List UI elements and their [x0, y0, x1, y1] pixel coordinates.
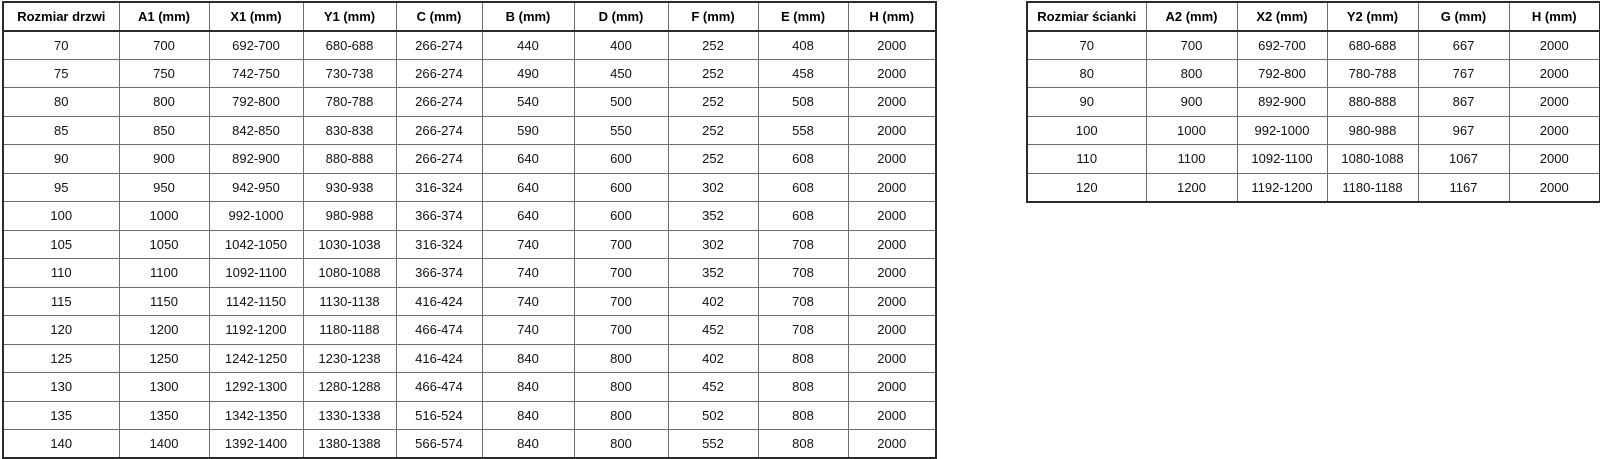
- table-row: [3, 31, 936, 60]
- table-cell: 2000: [848, 430, 936, 459]
- table-cell: 867: [1418, 88, 1509, 117]
- table-cell: 800: [574, 430, 668, 459]
- table-cell: 800: [574, 373, 668, 402]
- table-cell: 252: [668, 145, 758, 174]
- table-cell: 452: [668, 316, 758, 345]
- table-cell: 125: [3, 344, 119, 373]
- column-header: Rozmiar drzwi: [3, 2, 119, 31]
- table-cell: 1342-1350: [209, 401, 303, 430]
- table-cell: 850: [119, 116, 209, 145]
- table-cell: 1192-1200: [209, 316, 303, 345]
- table-cell: 740: [482, 316, 574, 345]
- table-row: [3, 430, 936, 459]
- table-row: [1027, 173, 1600, 202]
- table-cell: 1230-1238: [303, 344, 396, 373]
- table-cell: 708: [758, 230, 848, 259]
- table-cell: 1280-1288: [303, 373, 396, 402]
- table-cell: 266-274: [396, 88, 482, 117]
- table-cell: 516-524: [396, 401, 482, 430]
- wall-size-table: [1026, 1, 1600, 203]
- table-cell: 266-274: [396, 116, 482, 145]
- table-cell: 708: [758, 259, 848, 288]
- table-cell: 590: [482, 116, 574, 145]
- table-cell: 110: [1027, 145, 1146, 174]
- table-cell: 1180-1188: [303, 316, 396, 345]
- table-cell: 840: [482, 430, 574, 459]
- table-cell: 302: [668, 230, 758, 259]
- table-cell: 120: [3, 316, 119, 345]
- table-cell: 880-888: [1327, 88, 1418, 117]
- table-cell: 140: [3, 430, 119, 459]
- table-row: [3, 173, 936, 202]
- table-cell: 466-474: [396, 316, 482, 345]
- table-cell: 450: [574, 59, 668, 88]
- table-cell: 808: [758, 373, 848, 402]
- column-header: H (mm): [1509, 2, 1600, 31]
- table-cell: 440: [482, 31, 574, 60]
- table-cell: 552: [668, 430, 758, 459]
- table-cell: 1392-1400: [209, 430, 303, 459]
- table-cell: 640: [482, 173, 574, 202]
- table-cell: 1042-1050: [209, 230, 303, 259]
- table-cell: 2000: [1509, 145, 1600, 174]
- table-cell: 808: [758, 401, 848, 430]
- table-cell: 700: [1146, 31, 1237, 60]
- table-cell: 608: [758, 145, 848, 174]
- table-cell: 950: [119, 173, 209, 202]
- table-cell: 105: [3, 230, 119, 259]
- table-cell: 90: [3, 145, 119, 174]
- table-cell: 667: [1418, 31, 1509, 60]
- table-cell: 266-274: [396, 59, 482, 88]
- table-cell: 792-800: [1237, 59, 1327, 88]
- table-row: [1027, 88, 1600, 117]
- table-cell: 800: [1146, 59, 1237, 88]
- table-cell: 1200: [1146, 173, 1237, 202]
- table-cell: 840: [482, 401, 574, 430]
- table-cell: 490: [482, 59, 574, 88]
- table-cell: 90: [1027, 88, 1146, 117]
- table-row: [3, 230, 936, 259]
- table-cell: 566-574: [396, 430, 482, 459]
- table-row: [3, 88, 936, 117]
- table-cell: 640: [482, 202, 574, 231]
- table-cell: 700: [119, 31, 209, 60]
- table-cell: 842-850: [209, 116, 303, 145]
- table-cell: 800: [119, 88, 209, 117]
- table-row: [1027, 116, 1600, 145]
- table-row: [3, 116, 936, 145]
- table-cell: 992-1000: [1237, 116, 1327, 145]
- table-cell: 742-750: [209, 59, 303, 88]
- table-cell: 1380-1388: [303, 430, 396, 459]
- header-row: [1027, 2, 1600, 31]
- column-header: D (mm): [574, 2, 668, 31]
- header-row: [3, 2, 936, 31]
- table-cell: 2000: [848, 401, 936, 430]
- table-row: [1027, 59, 1600, 88]
- table-cell: 730-738: [303, 59, 396, 88]
- table-cell: 992-1000: [209, 202, 303, 231]
- table-cell: 458: [758, 59, 848, 88]
- table-cell: 1180-1188: [1327, 173, 1418, 202]
- column-header: E (mm): [758, 2, 848, 31]
- table-cell: 416-424: [396, 344, 482, 373]
- table-cell: 352: [668, 259, 758, 288]
- table-row: [3, 316, 936, 345]
- table-cell: 266-274: [396, 31, 482, 60]
- table-cell: 808: [758, 344, 848, 373]
- table-cell: 502: [668, 401, 758, 430]
- table-cell: 980-988: [1327, 116, 1418, 145]
- table-cell: 1167: [1418, 173, 1509, 202]
- table-cell: 402: [668, 287, 758, 316]
- table-cell: 640: [482, 145, 574, 174]
- table-cell: 252: [668, 88, 758, 117]
- table-row: [3, 344, 936, 373]
- table-cell: 452: [668, 373, 758, 402]
- table-cell: 252: [668, 31, 758, 60]
- table-cell: 100: [1027, 116, 1146, 145]
- table-cell: 1100: [1146, 145, 1237, 174]
- column-header: A1 (mm): [119, 2, 209, 31]
- table-cell: 2000: [1509, 173, 1600, 202]
- column-header: X1 (mm): [209, 2, 303, 31]
- column-header: B (mm): [482, 2, 574, 31]
- table-cell: 1400: [119, 430, 209, 459]
- table-cell: 1300: [119, 373, 209, 402]
- table-row: [3, 259, 936, 288]
- table-cell: 792-800: [209, 88, 303, 117]
- column-header: Y1 (mm): [303, 2, 396, 31]
- table-cell: 600: [574, 145, 668, 174]
- table-cell: 70: [3, 31, 119, 60]
- table-cell: 252: [668, 59, 758, 88]
- table-cell: 2000: [1509, 88, 1600, 117]
- column-header: X2 (mm): [1237, 2, 1327, 31]
- table-cell: 500: [574, 88, 668, 117]
- table-cell: 608: [758, 202, 848, 231]
- table-cell: 316-324: [396, 230, 482, 259]
- table-row: [1027, 145, 1600, 174]
- table-cell: 740: [482, 287, 574, 316]
- table-cell: 2000: [848, 259, 936, 288]
- table-cell: 302: [668, 173, 758, 202]
- table-cell: 2000: [848, 116, 936, 145]
- column-header: Rozmiar ścianki: [1027, 2, 1146, 31]
- table-cell: 1080-1088: [1327, 145, 1418, 174]
- table-cell: 252: [668, 116, 758, 145]
- table-cell: 2000: [848, 316, 936, 345]
- table-cell: 750: [119, 59, 209, 88]
- table-cell: 1100: [119, 259, 209, 288]
- table-cell: 1000: [1146, 116, 1237, 145]
- table-cell: 1130-1138: [303, 287, 396, 316]
- table-cell: 120: [1027, 173, 1146, 202]
- table-cell: 692-700: [209, 31, 303, 60]
- table-cell: 95: [3, 173, 119, 202]
- table-cell: 680-688: [303, 31, 396, 60]
- table-row: [3, 401, 936, 430]
- table-cell: 840: [482, 373, 574, 402]
- table-cell: 880-888: [303, 145, 396, 174]
- table-cell: 600: [574, 202, 668, 231]
- door-size-table: [2, 1, 937, 459]
- table-cell: 2000: [848, 31, 936, 60]
- table-cell: 400: [574, 31, 668, 60]
- table-row: [3, 202, 936, 231]
- table-cell: 2000: [848, 373, 936, 402]
- table-cell: 558: [758, 116, 848, 145]
- table-cell: 1250: [119, 344, 209, 373]
- table-cell: 700: [574, 287, 668, 316]
- table-cell: 800: [574, 401, 668, 430]
- table-cell: 967: [1418, 116, 1509, 145]
- column-header: F (mm): [668, 2, 758, 31]
- table-cell: 130: [3, 373, 119, 402]
- table-cell: 1242-1250: [209, 344, 303, 373]
- table-cell: 1067: [1418, 145, 1509, 174]
- table-cell: 85: [3, 116, 119, 145]
- table-cell: 892-900: [209, 145, 303, 174]
- table-cell: 2000: [1509, 31, 1600, 60]
- table-cell: 1050: [119, 230, 209, 259]
- table-cell: 2000: [848, 173, 936, 202]
- table-cell: 1330-1338: [303, 401, 396, 430]
- table-cell: 767: [1418, 59, 1509, 88]
- table-cell: 1292-1300: [209, 373, 303, 402]
- table-cell: 416-424: [396, 287, 482, 316]
- table-row: [1027, 31, 1600, 60]
- table-cell: 900: [1146, 88, 1237, 117]
- table-cell: 466-474: [396, 373, 482, 402]
- table-cell: 2000: [848, 230, 936, 259]
- table-cell: 930-938: [303, 173, 396, 202]
- table-cell: 1030-1038: [303, 230, 396, 259]
- table-cell: 110: [3, 259, 119, 288]
- table-cell: 1200: [119, 316, 209, 345]
- table-row: [3, 59, 936, 88]
- table-cell: 780-788: [1327, 59, 1418, 88]
- column-header: A2 (mm): [1146, 2, 1237, 31]
- table-row: [3, 373, 936, 402]
- table-cell: 900: [119, 145, 209, 174]
- table-row: [3, 287, 936, 316]
- table-cell: 80: [3, 88, 119, 117]
- table-cell: 80: [1027, 59, 1146, 88]
- table-cell: 1092-1100: [1237, 145, 1327, 174]
- table-cell: 800: [574, 344, 668, 373]
- table-cell: 2000: [848, 287, 936, 316]
- table-cell: 1080-1088: [303, 259, 396, 288]
- table-cell: 700: [574, 230, 668, 259]
- table-cell: 2000: [1509, 116, 1600, 145]
- table-cell: 708: [758, 316, 848, 345]
- table-cell: 266-274: [396, 145, 482, 174]
- table-cell: 316-324: [396, 173, 482, 202]
- table-cell: 2000: [848, 344, 936, 373]
- table-cell: 892-900: [1237, 88, 1327, 117]
- table-cell: 740: [482, 230, 574, 259]
- table-cell: 708: [758, 287, 848, 316]
- table-cell: 100: [3, 202, 119, 231]
- table-cell: 2000: [848, 88, 936, 117]
- table-cell: 1192-1200: [1237, 173, 1327, 202]
- table-cell: 1150: [119, 287, 209, 316]
- table-cell: 408: [758, 31, 848, 60]
- table-cell: 780-788: [303, 88, 396, 117]
- column-header: G (mm): [1418, 2, 1509, 31]
- table-cell: 352: [668, 202, 758, 231]
- table-cell: 540: [482, 88, 574, 117]
- table-cell: 2000: [848, 202, 936, 231]
- table-cell: 608: [758, 173, 848, 202]
- table-cell: 550: [574, 116, 668, 145]
- table-cell: 135: [3, 401, 119, 430]
- table-cell: 70: [1027, 31, 1146, 60]
- table-cell: 680-688: [1327, 31, 1418, 60]
- table-cell: 830-838: [303, 116, 396, 145]
- table-cell: 980-988: [303, 202, 396, 231]
- table-cell: 2000: [848, 145, 936, 174]
- table-cell: 1000: [119, 202, 209, 231]
- table-cell: 402: [668, 344, 758, 373]
- table-cell: 1350: [119, 401, 209, 430]
- table-cell: 840: [482, 344, 574, 373]
- table-cell: 942-950: [209, 173, 303, 202]
- table-cell: 740: [482, 259, 574, 288]
- table-cell: 808: [758, 430, 848, 459]
- table-cell: 508: [758, 88, 848, 117]
- table-cell: 700: [574, 259, 668, 288]
- table-cell: 1092-1100: [209, 259, 303, 288]
- column-header: Y2 (mm): [1327, 2, 1418, 31]
- table-cell: 700: [574, 316, 668, 345]
- table-cell: 600: [574, 173, 668, 202]
- table-cell: 75: [3, 59, 119, 88]
- table-cell: 366-374: [396, 259, 482, 288]
- table-cell: 2000: [848, 59, 936, 88]
- table-cell: 366-374: [396, 202, 482, 231]
- table-cell: 2000: [1509, 59, 1600, 88]
- column-header: C (mm): [396, 2, 482, 31]
- table-cell: 692-700: [1237, 31, 1327, 60]
- table-cell: 1142-1150: [209, 287, 303, 316]
- column-header: H (mm): [848, 2, 936, 31]
- table-cell: 115: [3, 287, 119, 316]
- table-row: [3, 145, 936, 174]
